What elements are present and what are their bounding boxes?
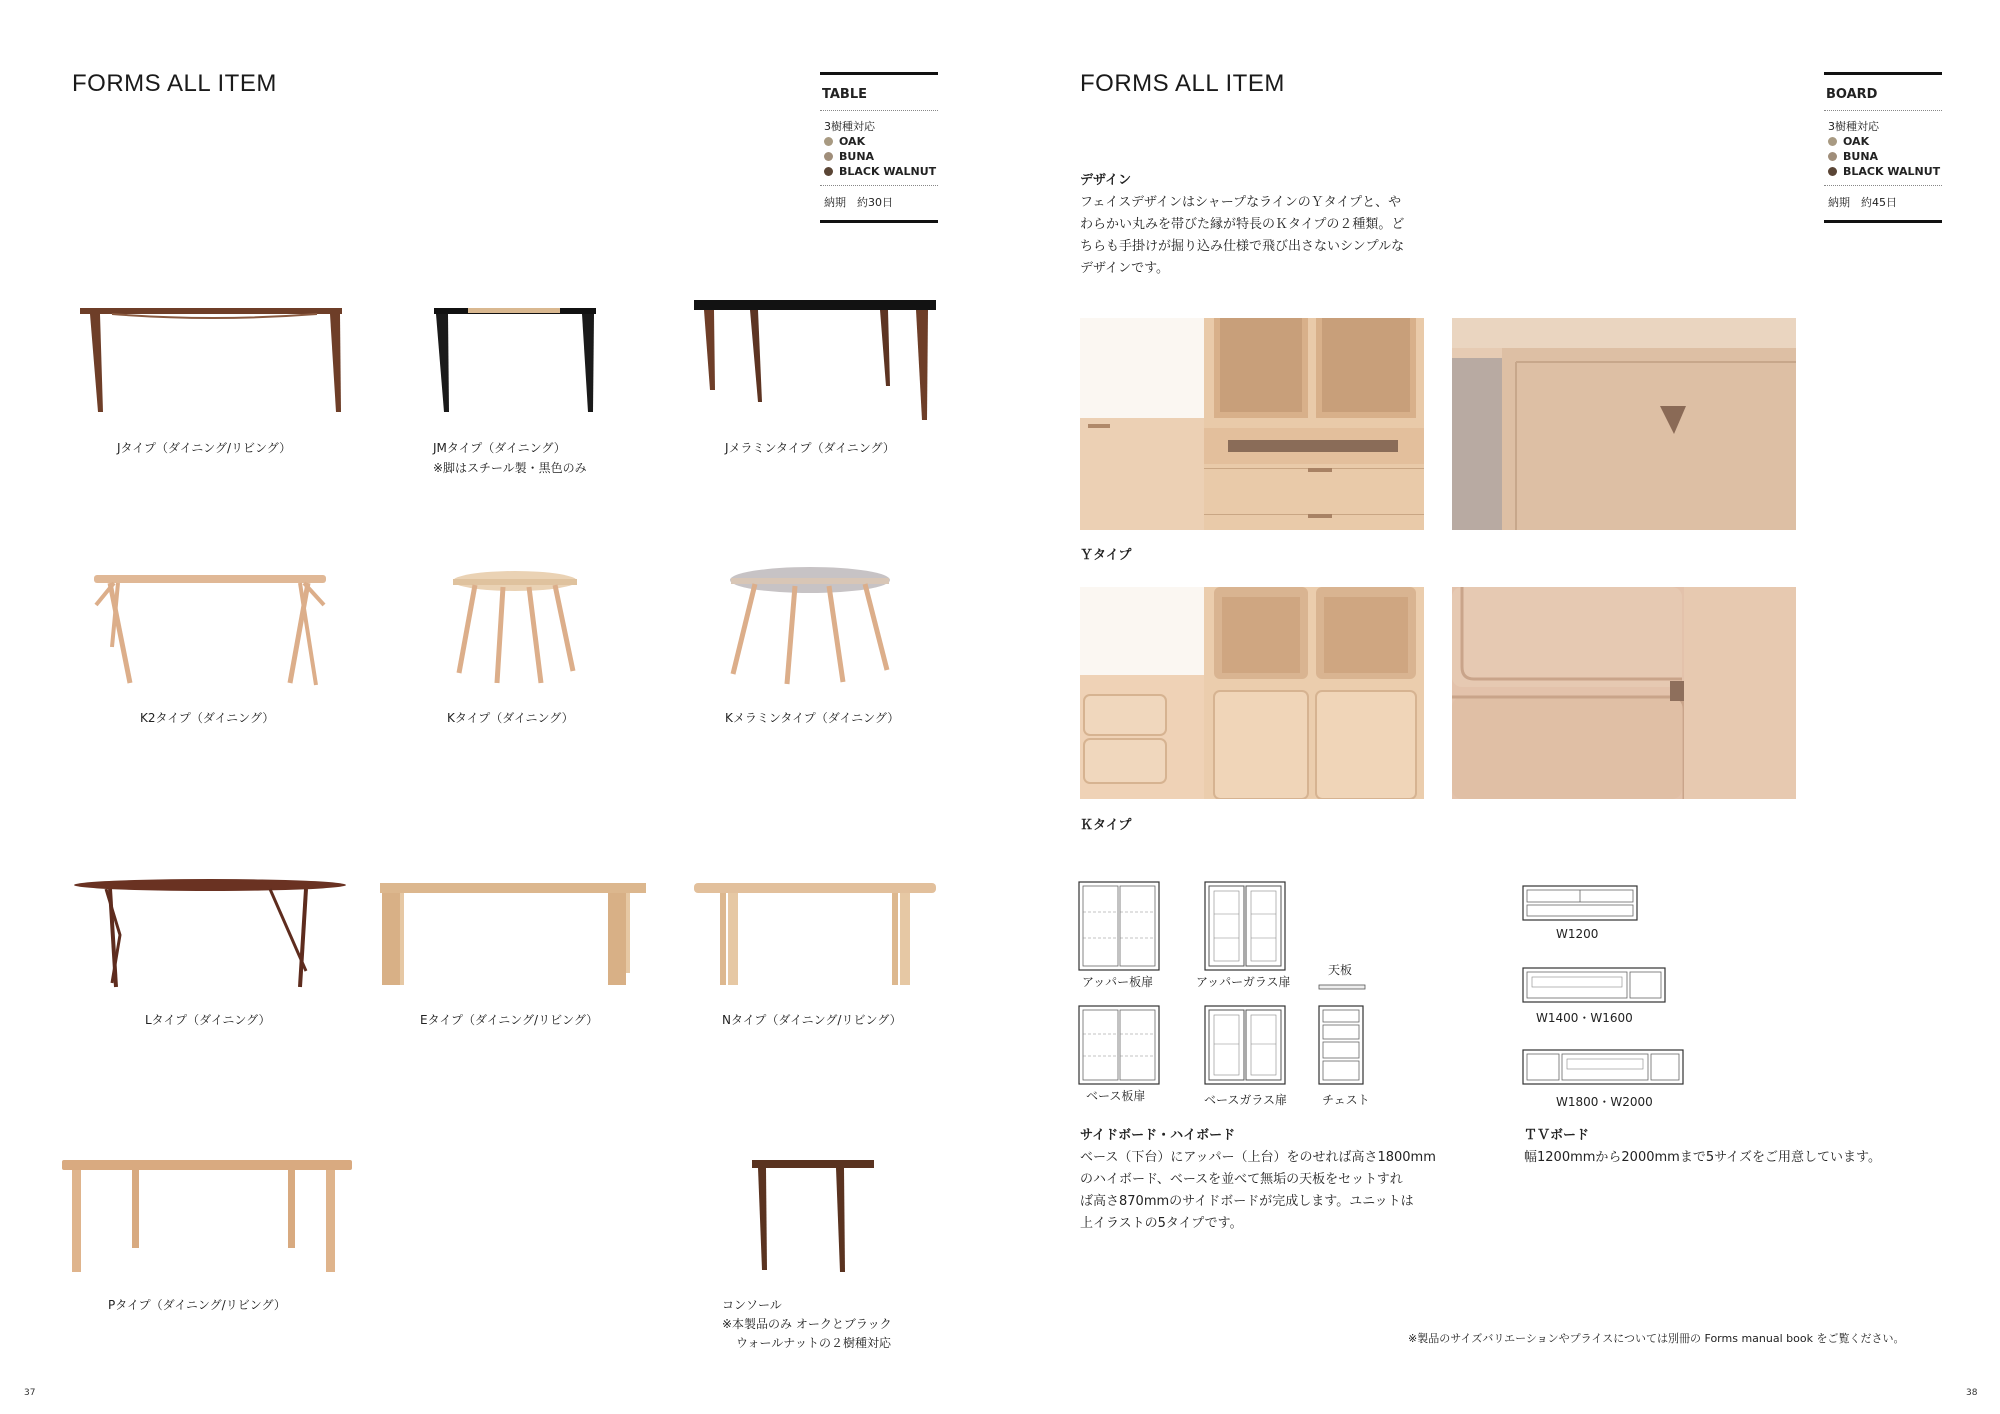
info-box-board xyxy=(1824,72,1942,223)
item-caption: JMタイプ（ダイニング） xyxy=(433,441,566,455)
lead-time: 納期 約45日 xyxy=(1828,196,1897,209)
oak-color-dot xyxy=(1828,137,1837,146)
sideboard-heading: サイドボード・ハイボード xyxy=(1080,1128,1236,1143)
item-caption: Eタイプ（ダイニング/リビング） xyxy=(420,1013,599,1027)
y-type-label: Ｙタイプ xyxy=(1080,548,1132,563)
item-caption: Pタイプ（ダイニング/リビング） xyxy=(108,1298,286,1312)
j-melamine-table-image xyxy=(690,290,940,430)
tvboard-heading: ＴＶボード xyxy=(1524,1128,1590,1143)
tv-size-caption: W1800・W2000 xyxy=(1556,1095,1653,1109)
unit-caption: アッパー板扉 xyxy=(1082,975,1154,989)
item-caption: Jメラミンタイプ（ダイニング） xyxy=(725,441,895,455)
unit-caption: ベース板扉 xyxy=(1086,1089,1146,1103)
buna-color-dot xyxy=(824,152,833,161)
footnote: ※製品のサイズバリエーションやプライスについては別冊の Forms manual book をご覧ください。 xyxy=(1408,1332,1905,1345)
sideboard-text-line: ば高さ870mmのサイドボードが完成します。ユニットは xyxy=(1080,1194,1414,1209)
design-section xyxy=(1080,170,1440,280)
sideboard-text-line: ベース（下台）にアッパー（上台）をのせれば高さ1800mm xyxy=(1080,1150,1436,1165)
y-type-detail-photo xyxy=(1452,318,1796,530)
item-caption: Kメラミンタイプ（ダイニング） xyxy=(725,711,900,725)
y-type-cabinet-photo xyxy=(1080,318,1424,530)
tvboard-section xyxy=(1524,1125,1944,1169)
tv-size-caption: W1400・W1600 xyxy=(1536,1011,1633,1025)
unit-caption: ベースガラス扉 xyxy=(1204,1093,1288,1107)
k-type-cabinet-photo xyxy=(1080,587,1424,799)
tv-size-caption: W1200 xyxy=(1556,927,1599,941)
page-title: FORMS ALL ITEM xyxy=(72,70,277,97)
sideboard-text-line: のハイボード、ベースを並べて無垢の天板をセットすれ xyxy=(1080,1172,1403,1187)
k-type-detail-photo xyxy=(1452,587,1796,799)
oak-color-dot xyxy=(824,137,833,146)
p-type-table-image xyxy=(60,1150,355,1280)
tv-board-w1200-drawing xyxy=(1522,884,1640,922)
woods-label: 3樹種対応 xyxy=(1828,120,1879,133)
item-caption: Kタイプ（ダイニング） xyxy=(447,711,574,725)
unit-caption: アッパーガラス扉 xyxy=(1196,975,1291,989)
wood-item: BLACK WALNUT xyxy=(824,164,938,179)
console-image xyxy=(748,1150,878,1280)
wood-item: OAK xyxy=(824,134,938,149)
design-heading: デザイン xyxy=(1080,173,1132,188)
unit-caption: チェスト xyxy=(1322,1093,1370,1107)
page-number: 37 xyxy=(24,1388,36,1398)
tv-board-w1800-drawing xyxy=(1522,1048,1686,1088)
page-title: FORMS ALL ITEM xyxy=(1080,70,1285,97)
design-text-line: デザインです。 xyxy=(1080,261,1170,276)
sideboard-section xyxy=(1080,1125,1440,1235)
item-caption: K2タイプ（ダイニング） xyxy=(140,711,275,725)
l-type-table-image xyxy=(70,875,350,995)
k-melamine-table-image xyxy=(725,562,895,687)
item-note: ウォールナットの２樹種対応 xyxy=(736,1336,892,1350)
k-type-label: Ｋタイプ xyxy=(1080,818,1132,833)
jm-type-table-image xyxy=(430,300,600,420)
upper-glass-door-drawing xyxy=(1204,880,1290,976)
item-caption: Nタイプ（ダイニング/リビング） xyxy=(722,1013,902,1027)
item-note: ※脚はスチール製・黒色のみ xyxy=(433,461,587,475)
info-box-table xyxy=(820,72,938,223)
design-text-line: わらかい丸みを帯びた縁が特長のＫタイプの２種類。ど xyxy=(1080,217,1405,232)
page-number: 38 xyxy=(1966,1388,1978,1398)
item-caption: Lタイプ（ダイニング） xyxy=(145,1013,271,1027)
j-type-table-image xyxy=(72,300,352,420)
tv-board-w1400-drawing xyxy=(1522,966,1668,1004)
item-caption: コンソール xyxy=(722,1298,782,1312)
wood-list xyxy=(820,111,938,186)
design-text-line: フェイスデザインはシャープなラインのＹタイプと、や xyxy=(1080,195,1402,210)
woods-label: 3樹種対応 xyxy=(824,120,875,133)
info-category: BOARD xyxy=(1824,75,1942,111)
k2-type-table-image xyxy=(90,565,330,690)
n-type-table-image xyxy=(690,875,940,995)
wood-item: BLACK WALNUT xyxy=(1828,164,1942,179)
base-glass-door-drawing xyxy=(1204,1004,1290,1090)
design-text-line: ちらも手掛けが掘り込み仕様で飛び出さないシンプルな xyxy=(1080,239,1405,254)
walnut-color-dot xyxy=(824,167,833,176)
buna-color-dot xyxy=(1828,152,1837,161)
item-caption: Jタイプ（ダイニング/リビング） xyxy=(117,441,292,455)
unit-caption: 天板 xyxy=(1328,963,1353,977)
lead-time: 納期 約30日 xyxy=(824,196,893,209)
walnut-color-dot xyxy=(1828,167,1837,176)
wood-list xyxy=(1824,111,1942,186)
tvboard-text: 幅1200mmから2000mmまで5サイズをご用意しています。 xyxy=(1524,1150,1882,1165)
info-category: TABLE xyxy=(820,75,938,111)
wood-item: BUNA xyxy=(1828,149,1942,164)
wood-item: OAK xyxy=(1828,134,1942,149)
top-board-drawing xyxy=(1318,984,1368,992)
wood-item: BUNA xyxy=(824,149,938,164)
item-note: ※本製品のみ オークとブラック xyxy=(722,1317,892,1331)
e-type-table-image xyxy=(378,875,648,995)
chest-drawing xyxy=(1318,1004,1368,1090)
sideboard-text-line: 上イラストの5タイプです。 xyxy=(1080,1216,1243,1231)
k-type-table-image xyxy=(445,565,585,685)
upper-wood-door-drawing xyxy=(1078,880,1174,976)
base-wood-door-drawing xyxy=(1078,1004,1174,1090)
